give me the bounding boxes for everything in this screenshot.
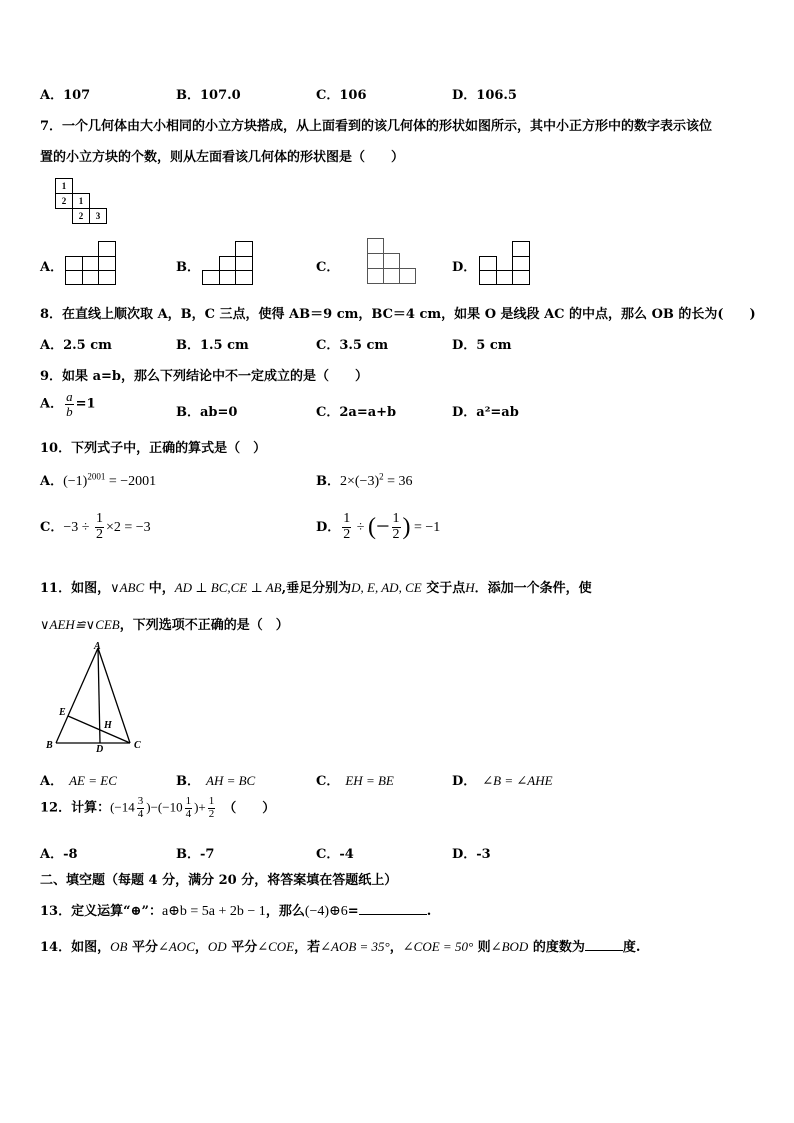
q11-l1-triangle: ∨ABC: [110, 580, 145, 595]
q14-angle-aoc: ∠AOC: [157, 939, 195, 954]
q11-l1-perp: AD ⊥ BC,CE ⊥ AB: [174, 580, 282, 595]
q11-fig-label-h: H: [104, 720, 112, 731]
q10-a-base: (−1): [63, 474, 88, 489]
q10-d-rest: = −1: [410, 520, 441, 536]
q10-c-left: −3 ÷: [63, 520, 93, 536]
q12-f2-num: 1: [185, 795, 192, 807]
q10-d-operator: ÷: [353, 520, 368, 536]
q12-f1-num: 3: [137, 795, 144, 807]
q12-option-a: A．-8: [40, 847, 78, 862]
q13-stem: [40, 900, 431, 920]
q12-stem-b: （ ）: [223, 800, 276, 816]
q10-c-rest: ×2 = −3: [105, 520, 151, 536]
q12-p2: )−(−10: [146, 799, 183, 815]
q9-a-rest: =1: [75, 396, 96, 412]
q6-option-a: A．107: [40, 88, 91, 103]
q9-option-b: B．ab=0: [176, 405, 238, 420]
q8-stem: 8．在直线上顺次取 A，B，C 三点，使得 AB＝9 cm，BC＝4 cm，如果 O 是线段 AC 的中点，那么 OB 的长为( ): [40, 307, 756, 322]
q11-l2-congruence: ∨AEH≌∨CEB: [40, 617, 120, 632]
q11-option-d-label: D．: [452, 774, 477, 789]
q12-option-c: C．-4: [316, 847, 354, 862]
q9-option-c: C．2a=a+b: [316, 405, 397, 420]
q11-fig-label-c: C: [134, 740, 141, 751]
q13-expression: (−4)⊕6: [304, 904, 348, 919]
q9-stem: 9．如果 a=b，那么下列结论中不一定成立的是（ ）: [40, 369, 368, 384]
q11-stem-line2: [40, 614, 289, 633]
q11-l1-points: D, E, AD, CE: [351, 580, 422, 595]
q6-option-b: B．107.0: [176, 88, 241, 103]
q10-option-a-label: A．: [40, 474, 64, 489]
q14-a: 14．如图，: [40, 940, 111, 955]
q7-option-a-label: A．: [40, 260, 64, 275]
q14-ob: OB: [110, 939, 128, 954]
q11-l1-i: ．添加一个条件，使: [474, 581, 592, 596]
q7-grid-num-3: 1: [78, 196, 84, 206]
q11-option-c-label: C．: [316, 774, 340, 789]
q7-grid-num-1: 1: [61, 181, 67, 191]
q11-fig-label-d: D: [96, 744, 104, 752]
q12-f1-den: 4: [137, 807, 144, 820]
q11-option-d: [452, 770, 553, 789]
q11-triangle-figure: [42, 640, 152, 752]
q8-option-c: C．3.5 cm: [316, 338, 389, 353]
q11-l2-b: ，下列选项不正确的是（ ）: [119, 618, 289, 633]
q11-fig-label-e: E: [59, 707, 66, 718]
q11-l1-c: 中，: [144, 581, 175, 596]
q10-c-denominator: 2: [95, 526, 103, 542]
q10-c-numerator: 1: [95, 511, 103, 526]
q6-option-d: D．106.5: [452, 88, 517, 103]
q11-option-c-text: EH = BE: [345, 773, 394, 788]
q12-p1: (−14: [110, 799, 135, 815]
q14-od: OD: [207, 939, 227, 954]
q7-stem-line2: 置的小立方块的个数，则从左面看该几何体的形状图是（ ）: [40, 150, 405, 165]
q10-option-c-label: C．: [40, 520, 64, 536]
q7-option-b-figure: [201, 240, 255, 286]
q8-option-a: A．2.5 cm: [40, 338, 112, 353]
q12-p3: )+: [194, 799, 206, 815]
q14-m: 则: [473, 940, 491, 955]
q12-stem-a: 12．计算：: [40, 800, 111, 816]
q9-a-denominator: b: [66, 403, 73, 419]
q12-fraction-1: [137, 796, 145, 820]
q12-f3-den: 2: [208, 807, 215, 820]
q11-option-a-text: AE = EC: [69, 773, 117, 788]
q10-d-numerator-1: 1: [343, 511, 351, 526]
q8-option-b: B．1.5 cm: [176, 338, 249, 353]
q13-definition: a⊕b = 5a + 2b − 1: [161, 904, 266, 919]
q13-period: .: [426, 904, 432, 919]
q9-a-fraction: [65, 390, 74, 418]
q12-stem: [40, 796, 275, 820]
q11-option-b: [176, 770, 255, 789]
q7-option-a-figure: [64, 240, 118, 286]
q10-d-denominator-1: 2: [343, 526, 351, 542]
q7-top-view-grid: [54, 177, 110, 225]
q12-option-d: D．-3: [452, 847, 491, 862]
q10-option-b: [316, 470, 413, 490]
q10-b-rest: = 36: [383, 474, 413, 489]
q7-stem-line1: 7．一个几何体由大小相同的小立方块搭成，从上面看到的该几何体的形状如图所示，其中小正方形中的数字表示该位: [40, 119, 713, 134]
q7-grid-num-5: 3: [95, 211, 101, 221]
q11-option-d-text: ∠B = ∠AHE: [482, 773, 553, 788]
q12-fraction-2: [185, 796, 193, 820]
q11-option-c: [316, 770, 394, 789]
q11-option-a: [40, 770, 117, 789]
q10-d-fraction-2: [392, 512, 401, 542]
q10-d-denominator-2: 2: [392, 526, 400, 542]
q11-l1-a: 11．如图，: [40, 581, 111, 596]
q14-g: 平分: [226, 940, 258, 955]
q7-grid-num-2: 2: [61, 196, 67, 206]
q13-c: ，那么: [265, 904, 305, 919]
q9-option-a: [40, 390, 96, 418]
q12-f2-den: 4: [185, 807, 192, 820]
q9-a-numerator: a: [66, 389, 73, 404]
q14-answer-blank[interactable]: [585, 950, 623, 951]
q11-fig-label-b: B: [46, 740, 53, 751]
q6-option-c: C．106: [316, 88, 367, 103]
q10-d-numerator-2: 1: [392, 511, 400, 526]
q9-option-a-label: A．: [40, 396, 64, 412]
q11-l1-e: ,垂足分别为: [281, 581, 352, 596]
q12-fraction-3: [208, 796, 216, 820]
q10-a-rest: = −2001: [105, 474, 157, 489]
q14-angle-bod: ∠BOD: [490, 939, 529, 954]
q9-option-d: D．a²=ab: [452, 405, 519, 420]
q14-i: ，若: [294, 940, 321, 955]
q10-d-fraction-1: [342, 512, 351, 542]
q10-d-paren-close: ): [402, 514, 411, 541]
q11-fig-label-a: A: [94, 641, 101, 652]
q14-angle-coe-value: ∠COE = 50°: [402, 939, 474, 954]
q12-f3-num: 1: [208, 795, 215, 807]
q10-d-paren-open: (−: [367, 514, 390, 541]
q10-stem: 10．下列式子中，正确的算式是（ ）: [40, 441, 267, 456]
q7-grid-num-4: 2: [78, 211, 84, 221]
q11-option-b-label: B．: [176, 774, 200, 789]
q13-a: 13．定义运算“⊕”：: [40, 904, 162, 919]
q11-stem-line1: [40, 577, 592, 596]
q10-option-c: [40, 512, 151, 542]
q10-a-exponent: 2001: [87, 471, 106, 482]
q7-option-b-label: B．: [176, 260, 200, 275]
q14-stem: [40, 936, 640, 955]
q10-option-b-label: B．: [316, 474, 340, 489]
q14-c: 平分: [127, 940, 158, 955]
q11-l1-h: H: [465, 580, 475, 595]
q13-equals: =: [347, 904, 359, 919]
q14-angle-aob-value: ∠AOB = 35°: [320, 939, 390, 954]
q14-o: 的度数为: [528, 940, 585, 955]
q10-b-left: 2×(−3): [340, 474, 380, 489]
q8-option-d: D．5 cm: [452, 338, 512, 353]
q12-option-b: B．-7: [176, 847, 215, 862]
q10-b-exponent: 2: [379, 471, 384, 482]
q10-c-fraction: [95, 512, 104, 542]
q14-p: 度.: [622, 940, 641, 955]
q7-option-c-figure: [366, 237, 420, 287]
q7-option-c-label: C．: [316, 260, 340, 275]
section2-title: 二、填空题（每题 4 分，满分 20 分，将答案填在答题纸上）: [40, 873, 398, 888]
q11-option-a-label: A．: [40, 774, 64, 789]
q10-option-a: [40, 470, 156, 490]
q10-option-d-label: D．: [316, 520, 341, 536]
q11-l1-g: 交于点: [421, 581, 466, 596]
q13-answer-blank[interactable]: [359, 914, 427, 915]
q10-option-d: [316, 512, 440, 542]
q14-e: ，: [194, 940, 208, 955]
q7-option-d-label: D．: [452, 260, 477, 275]
q11-option-b-text: AH = BC: [206, 773, 256, 788]
q14-angle-coe: ∠COE: [257, 939, 295, 954]
q7-option-d-figure: [478, 240, 532, 286]
q14-k: ，: [389, 940, 403, 955]
